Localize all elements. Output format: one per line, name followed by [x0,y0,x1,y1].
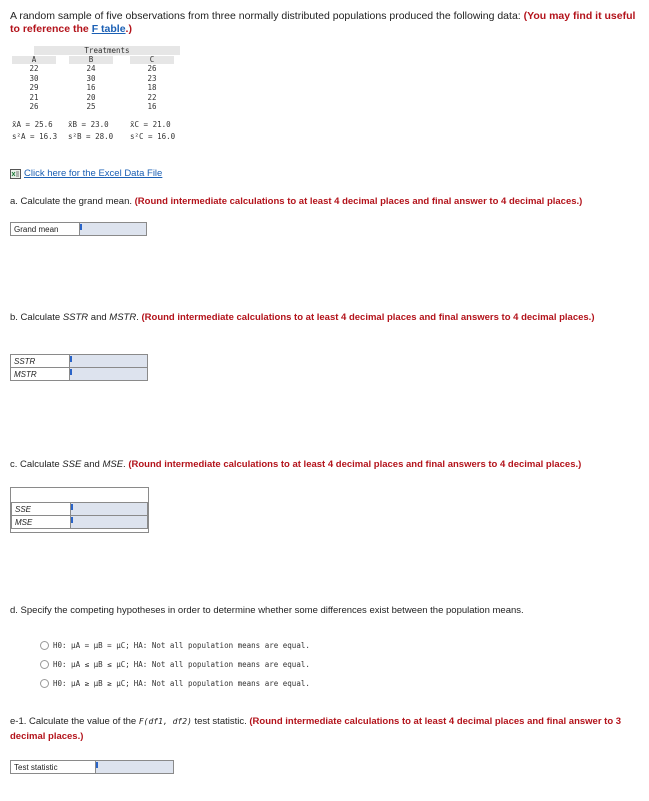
sstr-term: SSTR [62,312,89,323]
part-b-question [10,311,640,324]
column-header: B [69,56,113,64]
rounding-instruction: (Round intermediate calculations to at least 4 decimal places and final answers to 4 decimal places.) [141,312,595,323]
table-cell: 20 [86,92,96,102]
question-text: e-1. Calculate the value of the [10,716,139,727]
table-cell: 24 [86,64,96,73]
part-c-question [10,458,640,471]
question-text: and [88,312,110,323]
question-text: . [123,459,126,470]
null-hypothesis: H0: μA = μB = μC; [53,641,130,650]
grand-mean-label: Grand mean [11,223,80,236]
hypothesis-option[interactable] [40,641,310,650]
grand-mean-input[interactable] [80,223,146,235]
table-cell: 22 [147,92,157,102]
column-b [69,56,113,112]
variance-b: s²B = 28.0 [68,132,114,141]
variance-a: s²A = 16.3 [12,132,58,141]
null-hypothesis: H0: μA ≤ μB ≤ μC; [53,660,130,669]
test-statistic-input[interactable] [96,761,173,773]
hypothesis-option[interactable] [40,679,310,688]
sse-input[interactable] [71,503,147,515]
mse-label: MSE [12,516,71,529]
test-statistic-answer [10,760,174,774]
question-text: and [81,459,103,470]
rounding-instruction: (Round intermediate calculations to at least 4 decimal places and final answers to 4 decimal places.) [128,459,582,470]
sstr-cell [70,355,148,368]
sstr-label: SSTR [11,355,70,368]
sse-label: SSE [12,503,71,516]
table-header: Treatments [34,46,180,55]
question-text: a. Calculate the grand mean. [10,196,132,207]
rounding-instruction: (Round intermediate calculations to at least 4 decimal places and final answer to 3 decimal places.) [10,716,622,742]
sse-cell [71,503,148,516]
intro-text: A random sample of five observations from three normally distributed populations produced the following data: [10,10,521,22]
table-cell: 25 [86,102,96,111]
column-header: A [12,56,56,64]
sstr-input[interactable] [70,355,147,367]
table-cell: 18 [147,83,157,92]
mean-b: x̄B = 23.0 [68,120,109,129]
column-header: C [130,56,174,64]
rounding-instruction: (Round intermediate calculations to at least 4 decimal places and final answer to 4 decimal places.) [134,196,583,207]
table-cell: 21 [29,92,39,102]
radio-button[interactable] [40,660,49,669]
mse-term: MSE [102,459,124,470]
problem-intro [10,10,640,36]
alternative-hypothesis: HA: Not all population means are equal. [133,660,310,669]
sse-mse-answers-frame [10,487,149,533]
mean-c: x̄C = 21.0 [130,120,171,129]
mstr-input[interactable] [70,368,147,380]
table-cell: 16 [147,102,157,111]
f-statistic-term: F(df1, df2) [138,717,192,726]
hypothesis-option[interactable] [40,660,310,669]
table-cell: 29 [29,83,39,92]
part-e1-question [10,714,640,744]
f-table-link[interactable]: F table [91,23,126,35]
excel-data-link[interactable]: Click here for the Excel Data File [24,168,163,179]
question-text: c. Calculate [10,459,63,470]
table-cell: 26 [29,102,39,111]
table-cell: 26 [147,64,157,73]
grand-mean-cell [80,223,147,236]
part-a-question [10,195,640,208]
variance-c: s²C = 16.0 [130,132,176,141]
excel-file-icon [10,169,21,179]
test-statistic-cell [96,761,174,774]
mstr-label: MSTR [11,368,70,381]
mstr-cell [70,368,148,381]
radio-button[interactable] [40,641,49,650]
table-cell: 23 [147,73,157,83]
alternative-hypothesis: HA: Not all population means are equal. [133,641,310,650]
mse-cell [71,516,148,529]
alternative-hypothesis: HA: Not all population means are equal. [133,679,310,688]
sstr-mstr-answers [10,354,148,381]
radio-button[interactable] [40,679,49,688]
test-statistic-label: Test statistic [11,761,96,774]
intro-note: (You may find it useful to reference the F table.) [10,10,636,35]
column-c [130,56,174,112]
question-text: b. Calculate [10,312,63,323]
column-a [12,56,56,112]
mean-a: x̄A = 25.6 [12,120,53,129]
mstr-term: MSTR [109,312,137,323]
table-cell: 22 [29,64,39,73]
question-text: test statistic. [191,716,247,727]
part-d-question: d. Specify the competing hypotheses in order to determine whether some differences exist between the population means. [10,605,524,616]
table-cell: 16 [86,83,96,92]
mse-input[interactable] [71,516,147,528]
question-text: . [136,312,139,323]
sse-term: SSE [62,459,82,470]
grand-mean-answer [10,222,147,236]
table-cell: 30 [86,73,96,83]
table-cell: 30 [29,73,39,83]
excel-link-row [10,168,162,179]
null-hypothesis: H0: μA ≥ μB ≥ μC; [53,679,130,688]
